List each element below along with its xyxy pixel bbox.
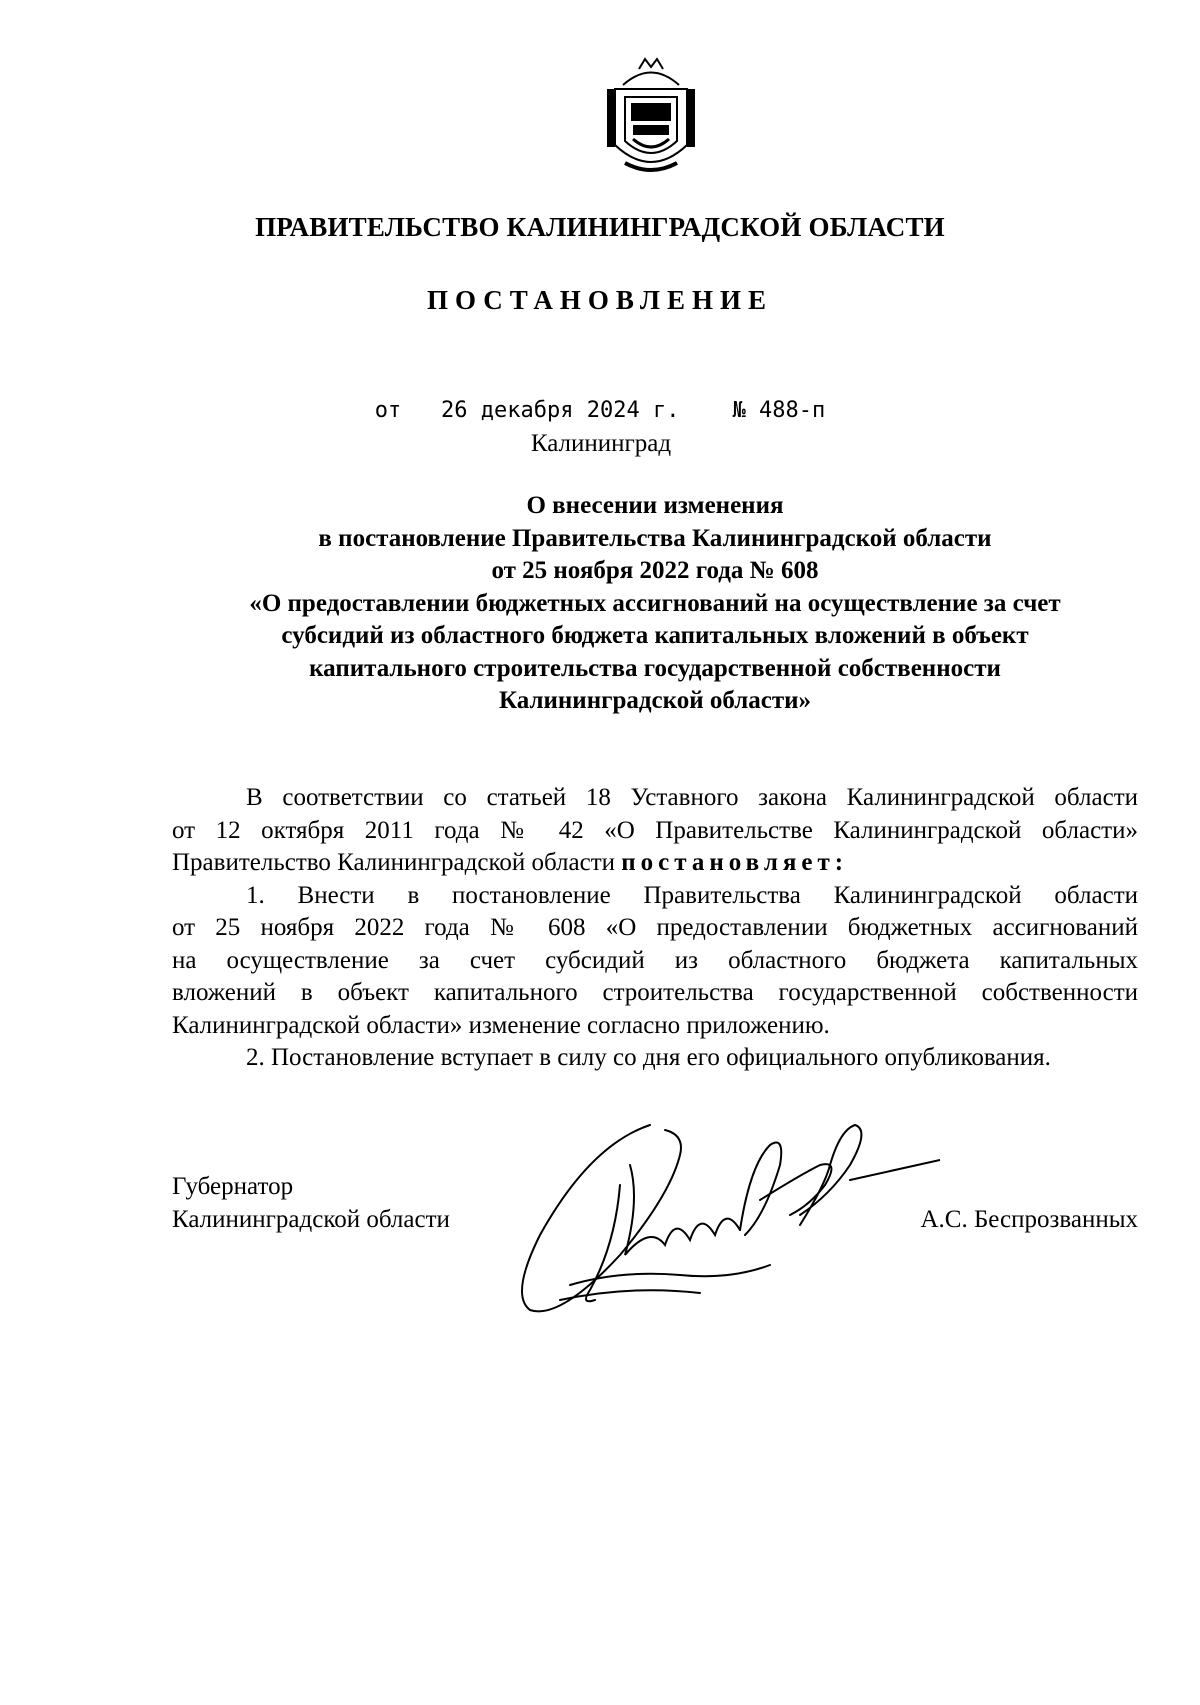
item-1-line: Калининградской области» изменение согласно приложению. xyxy=(172,1011,830,1039)
preamble-line: В соответствии со статьей 18 Уставного закона Калининградской области xyxy=(246,784,1138,811)
item-1-line: 1. Внести в постановление Правительства Калининградской области xyxy=(246,881,1138,909)
heading-line: «О предоставлении бюджетных ассигнований на осуществление за счет xyxy=(249,589,1061,617)
heading-line: субсидий из областного бюджета капитальных вложений в объект xyxy=(281,622,1029,649)
date-prefix: от xyxy=(374,398,402,423)
item-1-line: на осуществление за счет субсидий из областного бюджета капитальных xyxy=(172,946,1138,974)
heading-line: Калининградской области» xyxy=(498,687,812,714)
heading-line: от 25 ноября 2022 года № 608 xyxy=(491,557,819,584)
city-line xyxy=(0,430,1200,458)
position-line: Калининградской области xyxy=(172,1206,450,1233)
heading-line: капитального строительства государственной собственности xyxy=(309,654,1001,682)
government-title: ПРАВИТЕЛЬСТВО КАЛИНИНГРАДСКОЙ ОБЛАСТИ xyxy=(255,212,945,242)
signatory-name: А.С. Беспрозванных xyxy=(920,1206,1138,1233)
heading-line: О внесении изменения xyxy=(526,492,784,519)
document-body xyxy=(172,782,1138,1075)
city-name: Калининград xyxy=(530,430,672,457)
decides-word: постановляет: xyxy=(621,849,849,876)
position-line: Губернатор xyxy=(172,1173,294,1200)
item-1-line: вложений в объект капитального строительства государственной собственности xyxy=(172,979,1138,1006)
document-number: № 488-п xyxy=(732,398,826,423)
signatory-position xyxy=(172,1170,450,1236)
handwritten-signature xyxy=(500,1105,940,1335)
preamble-text: Правительство Калининградской области xyxy=(172,849,616,876)
date-number-line xyxy=(0,398,1200,423)
document-date: 26 декабря 2024 г. xyxy=(441,398,680,423)
item-2-line: 2. Постановление вступает в силу со дня его официального опубликования. xyxy=(246,1044,1051,1071)
preamble-line xyxy=(172,847,1138,880)
preamble-line: от 12 октября 2011 года № 42 «О Правительстве Калининградской области» xyxy=(172,816,1138,844)
item-1-line: от 25 ноября 2022 года № 608 «О предоставлении бюджетных ассигнований xyxy=(172,914,1138,941)
document-heading xyxy=(190,490,1120,718)
heading-line: в постановление Правительства Калининградской области xyxy=(318,524,992,552)
document-type: ПОСТАНОВЛЕНИЕ xyxy=(426,285,774,315)
coat-of-arms-emblem xyxy=(603,55,699,179)
